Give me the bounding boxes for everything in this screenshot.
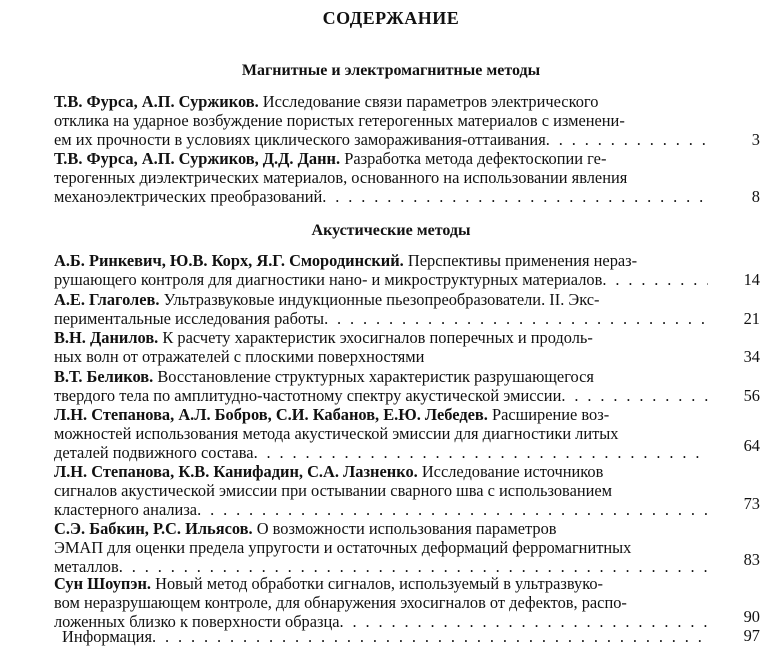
entry-title-line: деталей подвижного состава [54,443,254,462]
dot-leader [546,130,708,149]
entry-authors: Т.В. Фурса, А.П. Суржиков, Д.Д. Данн. [54,149,341,168]
dot-leader [561,386,708,405]
toc-entry [54,367,708,405]
entry-title-line: кластерного анализа [54,500,198,519]
dot-leader [254,443,708,462]
section-heading-acoustic: Акустические методы [311,222,471,239]
entry-authors: В.Н. Данилов. [54,328,159,347]
entry-title-line: металлов [54,557,119,576]
entry-title-line: ложенных близко к поверхности образца [54,612,340,631]
section-heading-magnetic: Магнитные и электромагнитные методы [241,62,541,79]
entry-title-line: К расчету характеристик эхосигналов поперечных и продоль- [162,328,593,347]
dot-leader [152,627,708,646]
page-number: 34 [743,347,760,366]
entry-authors: В.Т. Беликов. [54,367,154,386]
toc-entry [54,405,708,462]
toc-entry [54,462,708,519]
entry-title-line: Расширение воз- [491,405,610,424]
toc-entry [54,519,708,576]
entry-title-line: терогенных диэлектрических материалов, основанного на использовании явления [54,168,628,187]
entry-authors: А.Е. Глаголев. [54,290,160,309]
entry-title-line: отклика на ударное возбуждение пористых гетерогенных материалов с изменени- [54,111,625,130]
toc-entry [54,290,708,328]
entry-title-line: сигналов акустической эмиссии при остывании сварного шва с использованием [54,481,613,500]
dot-leader [602,270,708,289]
entry-authors: А.Б. Ринкевич, Ю.В. Корх, Я.Г. Смородинский. [54,251,404,270]
toc-entry [54,328,708,366]
entry-authors: Сун Шоупэн. [54,574,151,593]
page-number: 97 [743,626,760,645]
page-number: 8 [751,187,760,206]
page-number: 21 [743,309,760,328]
toc-entry [54,92,708,149]
entry-authors: С.Э. Бабкин, Р.С. Ильясов. [54,519,253,538]
page-number: 3 [751,130,760,149]
entry-authors: Л.Н. Степанова, А.Л. Бобров, С.И. Кабанов, Е.Ю. Лебедев. [54,405,488,424]
entry-title-line: Перспективы применения нераз- [407,251,638,270]
entry-title-line: вом неразрушающем контроле, для обнаружения эхосигналов от дефектов, распо- [54,593,627,612]
toc-entry [54,251,708,289]
page-number: 90 [743,607,760,626]
entry-title-line: ем их прочности в условиях циклического замораживания-оттаивания [54,130,546,149]
entry-authors: Л.Н. Степанова, К.В. Канифадин, С.А. Лазненко. [54,462,418,481]
entry-title-line: механоэлектрических преобразований [54,187,323,206]
entry-title-line: ных волн от отражателей с плоскими поверхностями [54,347,425,366]
page-title: СОДЕРЖАНИЕ [322,8,460,28]
entry-title-line: Разработка метода дефектоскопии ге- [344,149,607,168]
entry-title-line: Ультразвуковые индукционные пьезопреобразователи. II. Экс- [163,290,600,309]
entry-title-line: Новый метод обработки сигналов, используемый в ультразвуко- [155,574,604,593]
dot-leader [322,187,708,206]
entry-title-line: Исследование связи параметров электрического [262,92,599,111]
page-number: 83 [743,550,760,569]
entry-title-line: Исследование источников [421,462,604,481]
dot-leader [424,347,708,366]
entry-title-line: Восстановление структурных характеристик разрушающегося [157,367,594,386]
page-number: 73 [743,494,760,513]
entry-title-line: периментальные исследования работы [54,309,325,328]
entry-title-line: можностей использования метода акустической эмиссии для диагностики литых [54,424,619,443]
entry-authors: Т.В. Фурса, А.П. Суржиков. [54,92,259,111]
entry-title-line: О возможности использования параметров [256,519,557,538]
dot-leader [324,309,708,328]
toc-entry [54,149,708,206]
page-number: 56 [743,386,760,405]
dot-leader [197,500,708,519]
page-number: 14 [743,270,760,289]
toc-entry [54,574,708,631]
entry-title-line: Информация [62,627,152,646]
page-number: 64 [743,436,760,455]
toc-entry [62,627,708,646]
entry-title-line: рушающего контроля для диагностики нано- и микроструктурных материалов [54,270,603,289]
entry-title-line: ЭМАП для оценки предела упругости и остаточных деформаций ферромагнитных [54,538,632,557]
entry-title-line: твердого тела по амплитудно-частотному спектру акустической эмиссии [54,386,562,405]
